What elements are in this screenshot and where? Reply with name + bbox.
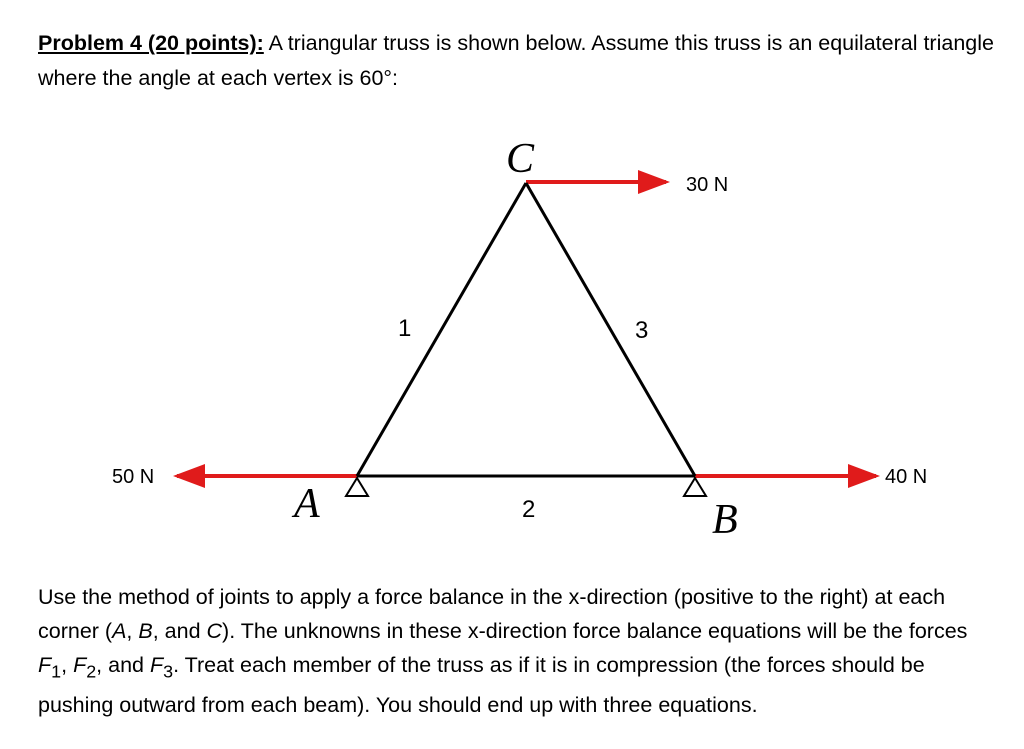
member-label-3: 3	[635, 317, 649, 344]
instructions-text-1: Use the method of joints to apply a force balance in the x-direction (positive to the right) at each corner (	[38, 585, 946, 643]
support-b-icon	[684, 478, 706, 496]
force-symbol-f2: F	[73, 653, 87, 677]
member-1	[357, 183, 526, 476]
member-label-2: 2	[522, 496, 536, 523]
force-label-top: 30 N	[686, 174, 729, 196]
instructions-text-3: . Treat each member of the truss as if it is in compression (the forces should be pushing outward from each beam). You should end up with three equations.	[38, 653, 925, 718]
force-label-left: 50 N	[112, 466, 155, 488]
problem-text: A triangular truss is shown below. Assume this truss is an equilateral triangle where the angle at each vertex is 60°:	[38, 31, 994, 90]
instructions-paragraph	[38, 580, 998, 722]
vertex-label-a: A	[294, 481, 320, 527]
force-label-right: 40 N	[885, 466, 928, 488]
force-subscript-2: 2	[86, 661, 97, 682]
separator: , and	[152, 619, 207, 643]
force-subscript-1: 1	[51, 661, 62, 682]
separator: , and	[96, 653, 150, 677]
vertex-label-c: C	[506, 136, 535, 182]
member-3	[526, 183, 695, 476]
force-symbol-f3: F	[149, 653, 164, 677]
problem-heading: Problem 4 (20 points):	[38, 31, 264, 55]
vertex-label-b: B	[712, 497, 738, 543]
separator: ,	[61, 653, 74, 677]
force-subscript-3: 3	[163, 661, 174, 682]
separator: ,	[126, 619, 139, 643]
ref-b: B	[138, 619, 153, 643]
ref-a: A	[112, 619, 127, 643]
ref-c: C	[206, 619, 223, 643]
force-symbol-f1: F	[38, 653, 52, 677]
member-label-1: 1	[398, 315, 412, 342]
support-a-icon	[346, 478, 368, 496]
instructions-text-2: ). The unknowns in these x-direction force balance equations will be the forces	[222, 619, 968, 643]
